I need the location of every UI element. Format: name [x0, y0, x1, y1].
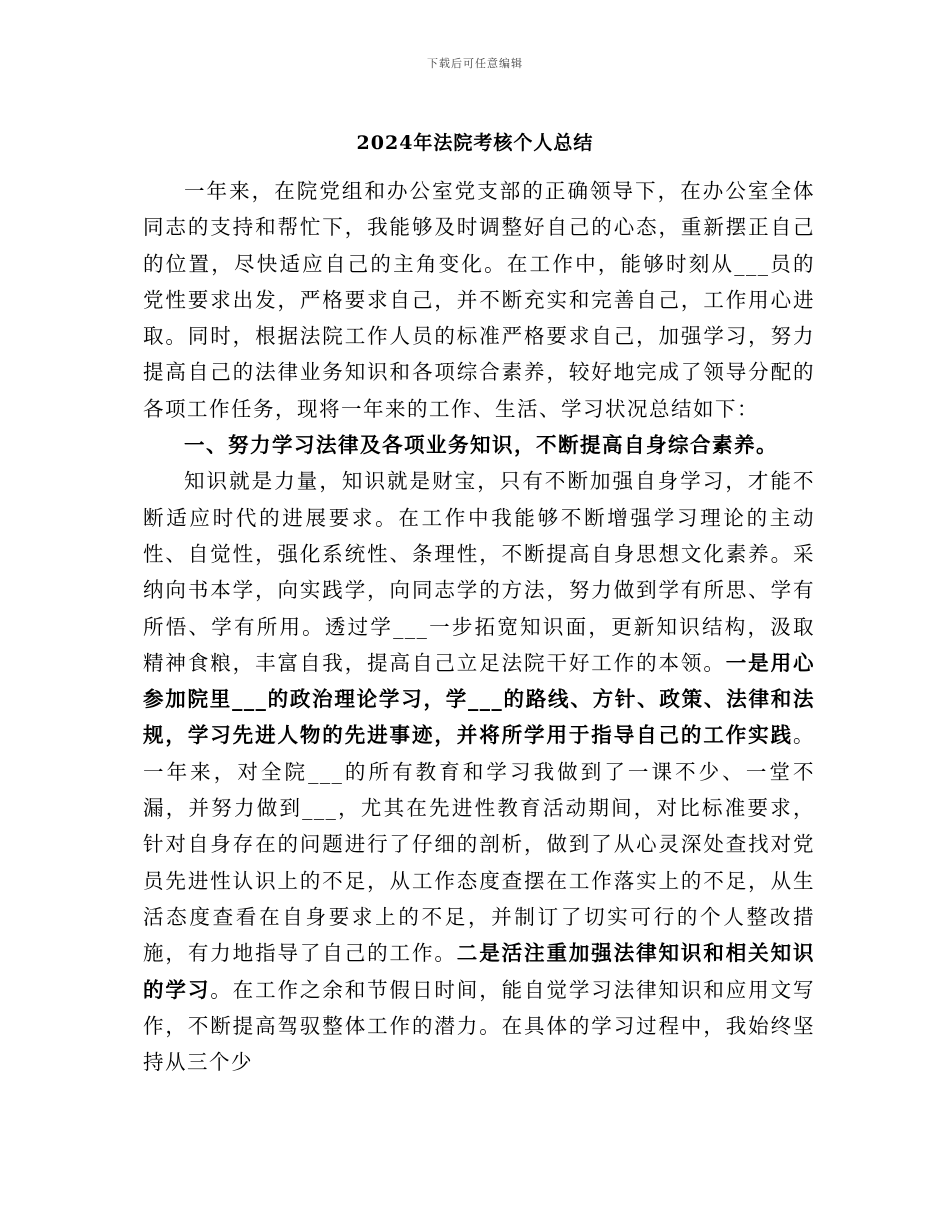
section-heading-1: 一、努力学习法律及各项业务知识，不断提高自身综合素养。	[184, 433, 778, 458]
document-title: 2024年法院考核个人总结	[356, 132, 594, 154]
paragraph-text: 。在工作之余和节假日时间，能自觉学习法律知识和应用文写作，不断提高驾驭整体工作的潜力。在具体的学习过程中，我始终坚持从三个少	[143, 977, 816, 1075]
bold-point-1: 一是用心参加院里___的政治理论学习，学___的路线、方针、政策、法律和法规，学习先进人物的先进事迹，并将所学用于指导自己的工作实践	[143, 650, 816, 748]
section-1-paragraph	[143, 463, 815, 1080]
document-body	[143, 173, 815, 1080]
page-header-note: 下载后可任意编辑	[427, 57, 523, 70]
paragraph-text: 。一年来，对全院___的所有教育和学习我做到了一课不少、一堂不漏，并努力做到___，尤其在先进性教育活动期间，对比标准要求，针对自身存在的问题进行了仔细的剖析，做到了从心灵深处查找对党员先进性认识上的不足，从工作态度查摆在工作落实上的不足，从生活态度查看在自身要求上的不足，并制订了切实可行的个人整改措施，有力地指导了自己的工作。	[143, 723, 815, 966]
bold-point-2: 二是活注重加强法律知识和相关知识的学习	[143, 941, 816, 1002]
paragraph-text: 知识就是力量，知识就是财宝，只有不断加强自身学习，才能不断适应时代的进展要求。在工作中我能够不断增强学习理论的主动性、自觉性，强化系统性、条理性，不断提高自身思想文化素养。采纳向书本学，向实践学，向同志学的方法，努力做到学有所思、学有所悟、学有所用。透过学___一步拓宽知识面，更新知识结构，汲取精神食粮，丰富自我，提高自己立足法院干好工作的本领。	[143, 469, 815, 675]
intro-paragraph: 一年来，在院党组和办公室党支部的正确领导下，在办公室全体同志的支持和帮忙下，我能够及时调整好自己的心态，重新摆正自己的位置，尽快适应自己的主角变化。在工作中，能够时刻从___员的党性要求出发，严格要求自己，并不断充实和完善自己，工作用心进取。同时，根据法院工作人员的标准严格要求自己，加强学习，努力提高自己的法律业务知识和各项综合素养，较好地完成了领导分配的各项工作任务，现将一年来的工作、生活、学习状况总结如下：	[143, 179, 815, 421]
